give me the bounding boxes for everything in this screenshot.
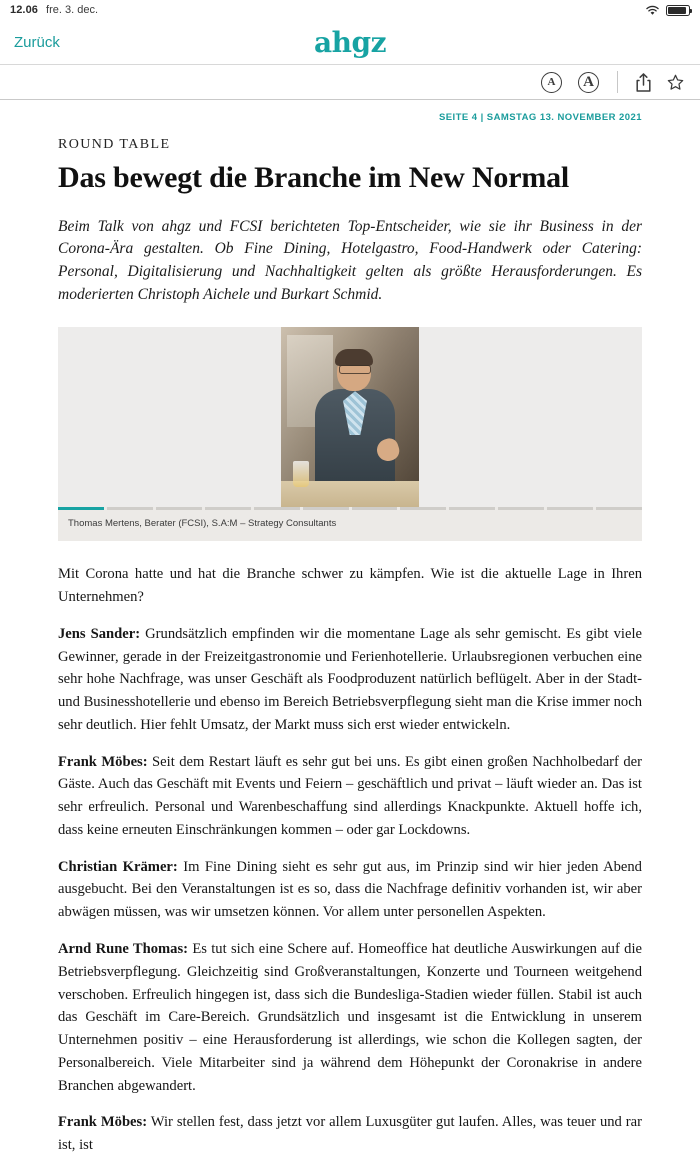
article-paragraph: Christian Krämer: Im Fine Dining sieht es sehr gut aus, im Prinzip sind wir hier jeden Abend ausgebucht. Bei den Veranstaltungen ist es so, dass die Nachfrage definitiv vorhanden ist, wir aber abwägen müssen, was wir umsetzen können. Vor allem unter personellen Aspekten.	[58, 858, 642, 921]
navigation-bar	[0, 20, 700, 64]
text-size-large-icon: A	[578, 72, 599, 93]
article-kicker: ROUND TABLE	[58, 137, 171, 152]
article-paragraph: Frank Möbes: Seit dem Restart läuft es sehr gut bei uns. Es gibt einen großen Nachholbedarf der Gäste. Auch das Geschäft mit Events und Feiern – geschäftlich und privat – läuft wieder an. Das ist sehr erfreulich. Personal und Warenbeschaffung sind allerdings Knackpunkte. Aktuell hoffe ich, dass keine erneuten Einschränkungen kommen – oder gar Lockdowns.	[58, 753, 642, 838]
article-paragraph: Arnd Rune Thomas: Es tut sich eine Schere auf. Homeoffice hat deutliche Auswirkungen auf die Betriebsverpflegung. Gleichzeitig sind Großveranstaltungen, Konzerte und Tourneen weitgehend verschoben. Erfreulich hingegen ist, dass sich die Bundesliga-Stadien wieder füllen. Stabil ist auch das Geschäft im Care-Bereich. Grundsätzlich und insgesamt ist die Entwicklung in unserem Unternehmen positiv – eine Herausforderung ist allerdings, wie schon die Kollegen sagten, der Personalbereich. Viele Mitarbeiter sind ja während dem Höhepunkt der Coronakrise in andere Branchen abgewandert.	[58, 940, 642, 1094]
photo-person-glasses	[339, 365, 371, 374]
text-size-small-icon: A	[541, 72, 562, 93]
text-size-increase-button[interactable]	[578, 72, 599, 93]
status-bar	[0, 0, 700, 20]
figure-caption: Thomas Mertens, Berater (FCSI), S.A:M – Strategy Consultants	[68, 518, 337, 530]
speaker-name: Frank Möbes:	[58, 753, 148, 770]
app-brand	[0, 26, 700, 59]
share-icon[interactable]	[636, 73, 651, 92]
status-bar-right	[645, 5, 690, 16]
article-figure	[58, 327, 642, 541]
speaker-name: Arnd Rune Thomas:	[58, 940, 189, 957]
page-title: Das bewegt die Branche im New Normal	[58, 161, 570, 194]
status-time: 12.06	[10, 4, 39, 16]
gallery-progress-segment[interactable]	[107, 507, 153, 510]
reader-toolbar	[0, 64, 700, 100]
article-paragraph: Frank Möbes: Wir stellen fest, dass jetzt vor allem Luxusgüter gut laufen. Alles, was teuer und rar ist, ist	[58, 1114, 642, 1154]
gallery-progress-segment[interactable]	[449, 507, 495, 510]
gallery-progress-segment[interactable]	[547, 507, 593, 510]
article-meta: SEITE 4 | SAMSTAG 13. NOVEMBER 2021	[438, 112, 642, 123]
gallery-progress-segment[interactable]	[58, 507, 104, 510]
gallery-progress-segment[interactable]	[596, 507, 642, 510]
back-button[interactable]: Zurück	[14, 33, 60, 51]
speaker-name: Christian Krämer:	[58, 858, 178, 875]
article-paragraph: Mit Corona hatte und hat die Branche schwer zu kämpfen. Wie ist die aktuelle Lage in Ihren Unternehmen?	[58, 566, 642, 606]
star-icon[interactable]	[667, 74, 684, 91]
gallery-progress-segment[interactable]	[352, 507, 398, 510]
article-standfirst: Beim Talk von ahgz und FCSI berichteten Top-Entscheider, wie sie ihr Business in der Corona-Ära gestalten. Ob Fine Dining, Hotelgastro, Food-Handwerk oder Catering: Personal, Digitalisierung und Nachhaltigkeit gelten als größte Herausforderungen. Es moderierten Christoph Aichele und Burkart Schmid.	[58, 217, 642, 304]
gallery-progress-segment[interactable]	[205, 507, 251, 510]
gallery-progress-segment[interactable]	[498, 507, 544, 510]
photo-drink-glass	[293, 461, 309, 487]
article-page	[0, 100, 700, 1157]
gallery-progress-segment[interactable]	[254, 507, 300, 510]
article-paragraph: Jens Sander: Grundsätzlich empfinden wir die momentane Lage als sehr gemischt. Es gibt viele Gewinner, gerade in der Freizeitgastronomie und Ferienhotellerie. Urlaubsregionen verbuchen eine sehr hohe Nachfrage, was unser Geschäft als Foodproduzent natürlich beflügelt. Aber in der Stadt- und Businesshotellerie und ebenso im Bereich Betriebsverpflegung sieht man die Krise immer noch sehr deutlich. Hier fehlt Umsatz, der Markt muss sich erst wieder entwickeln.	[58, 625, 642, 733]
brand-title: ahgz	[314, 25, 386, 59]
figure-photo-content	[281, 327, 419, 507]
figure-image	[58, 327, 642, 507]
battery-icon	[666, 5, 690, 16]
status-bar-left	[10, 4, 98, 16]
gallery-progress-segment[interactable]	[156, 507, 202, 510]
photo-person-hair	[335, 349, 373, 366]
toolbar-divider	[617, 71, 618, 93]
gallery-progress-segment[interactable]	[400, 507, 446, 510]
wifi-icon	[645, 5, 660, 16]
speaker-name: Frank Möbes:	[58, 1114, 148, 1131]
status-date: fre. 3. dec.	[46, 4, 99, 16]
article-body	[58, 563, 642, 1157]
gallery-progress-segment[interactable]	[303, 507, 349, 510]
speaker-name: Jens Sander:	[58, 625, 141, 642]
text-size-decrease-button[interactable]	[541, 72, 562, 93]
